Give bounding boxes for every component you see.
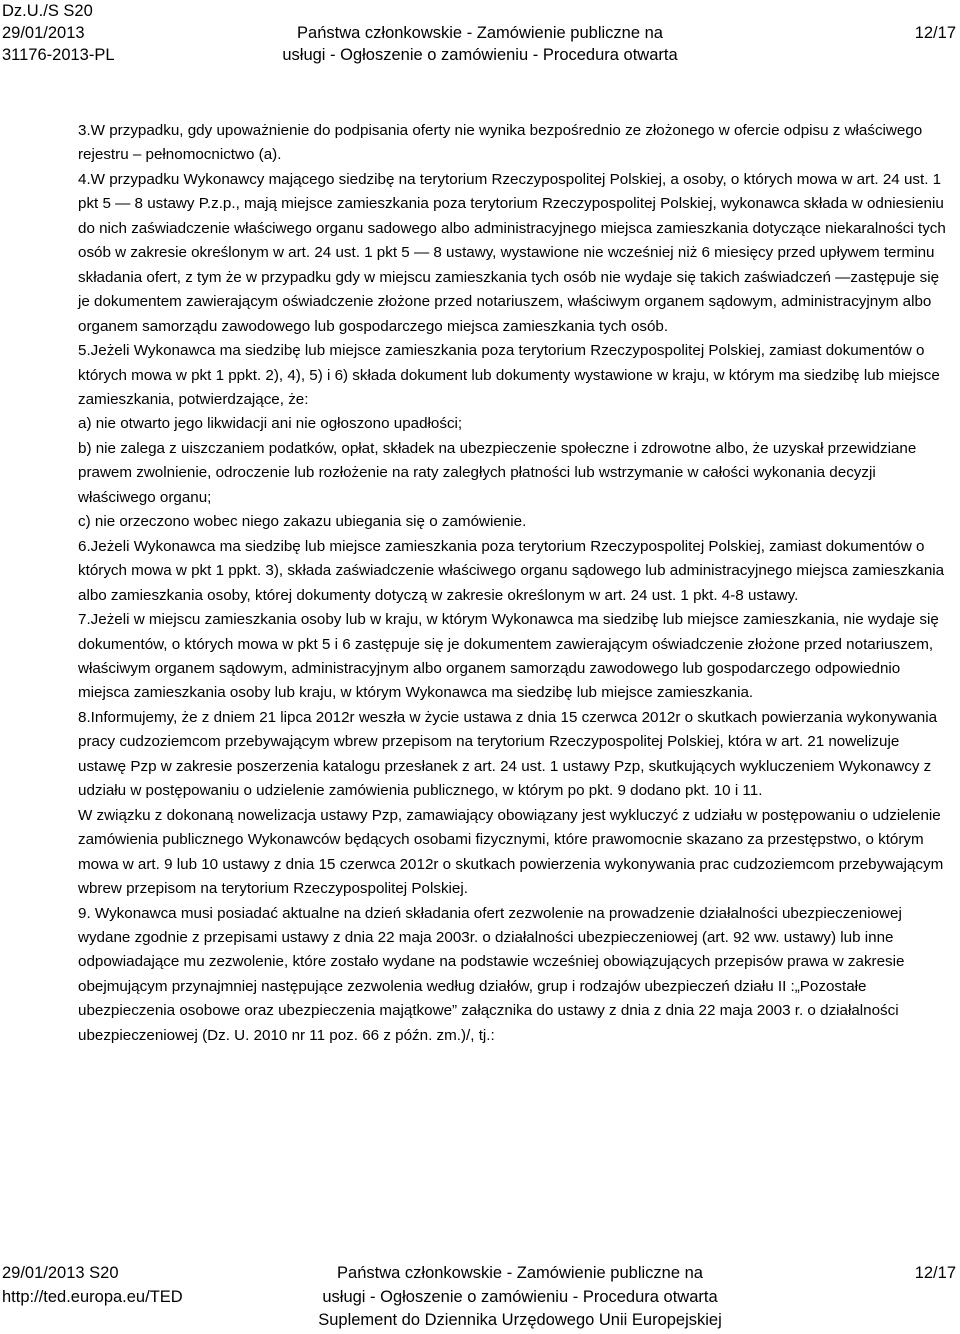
publication-date: 29/01/2013 xyxy=(2,24,85,42)
paragraph-5c: c) nie orzeczono wobec niego zakazu ubiegania się o zamówienie. xyxy=(78,513,527,531)
footer-title-line-1: Państwa członkowskie - Zamówienie publiczne na xyxy=(337,1264,703,1282)
paragraph-7: 7.Jeżeli w miejscu zamieszkania osoby lub w kraju, w którym Wykonawca ma siedzibę lub miejsce zamieszkania, nie wydaje się dokumentów, o których mowa w pkt 5 i 6 zastępuje się je dokumentem zawierającym oświadczenie złożone przed notariuszem, właściwym organem sądowym, administracyjnym albo organem samorządu zawodowego lub gospodarczego odpowiednio miejsca zamieszkania osoby lub kraju, w którym Wykonawca ma siedzibę lub miejsce zamieszkania. xyxy=(78,611,939,702)
paragraph-9: 9. Wykonawca musi posiadać aktualne na dzień składania ofert zezwolenie na prowadzenie działalności ubezpieczeniowej wydane zgodnie z przepisami ustawy z dnia 22 maja 2003r. o działalności ubezpieczeniowej (art. 92 ww. ustawy) lub inne odpowiadające mu zezwolenie, które zostało wydane na podstawie wcześniej obowiązujących przepisów prawa w zakresie obejmującym przynajmniej następujące zezwolenia według działów, grup i rodzajów ubezpieczeń działu II :„Pozostałe ubezpieczenia osobowe oraz ubezpieczenia majątkowe” załącznika do ustawy z dnia z dnia 22 maja 2003 r. o działalności ubezpieczeniowej (Dz. U. 2010 nr 11 poz. 66 z późn. zm.)/, tj.: xyxy=(78,904,905,1044)
paragraph-5b: b) nie zalega z uiszczaniem podatków, opłat, składek na ubezpieczenie społeczne i zdrowotne albo, że uzyskał przewidziane prawem zwolnienie, odroczenie lub rozłożenie na raty zaległych płatności lub wstrzymanie w całości wykonania decyzji właściwego organu; xyxy=(78,439,917,506)
document-body xyxy=(78,119,950,1048)
paragraph-5: 5.Jeżeli Wykonawca ma siedzibę lub miejsce zamieszkania poza terytorium Rzeczypospolitej Polskiej, zamiast dokumentów o których mowa w pkt 1 ppkt. 2), 4), 5) i 6) składa dokument lub dokumenty wystawione w kraju, w którym ma siedzibę lub miejsce zamieszkania, potwierdzające, że: xyxy=(78,342,940,408)
footer-title-line-2: usługi - Ogłoszenie o zamówieniu - Procedura otwarta xyxy=(322,1287,718,1306)
footer-date-series: 29/01/2013 S20 xyxy=(2,1264,119,1282)
header-center xyxy=(0,22,960,66)
paragraph-4: 4.W przypadku Wykonawcy mającego siedzibę na terytorium Rzeczypospolitej Polskiej, a osoby, o których mowa w art. 24 ust. 1 pkt 5 — 8 ustawy P.z.p., mają miejsce zamieszkania poza terytorium Rzeczypospolitej Polskiej, wykonawca składa w odniesieniu do nich zaświadczenie właściwego organu sadowego albo administracyjnego miejsca zamieszkania dotyczące niekaralności tych osób w zakresie określonym w art. 24 ust. 1 pkt 5 — 8 ustawy, wystawione nie wcześniej niż 6 miesięcy przed upływem terminu składania ofert, z tym że w przypadku gdy w miejscu zamieszkania tych osób nie wydaje się takich zaświadczeń —zastępuje się je dokumentem zawierającym oświadczenie złożone przed notariuszem, właściwym organem sądowym, administracyjnym albo organem samorządu zawodowego lub gospodarczego miejsca zamieszkania tych osób. xyxy=(78,170,946,335)
header-page-number: 12/17 xyxy=(914,24,956,42)
journal-reference: Dz.U./S S20 xyxy=(2,2,93,20)
paragraph-3: 3.W przypadku, gdy upoważnienie do podpisania oferty nie wynika bezpośrednio ze złożonego w ofercie odpisu z właściwego rejestru – pełnomocnictwo (a). xyxy=(78,122,923,164)
header-title-line-2: usługi - Ogłoszenie o zamówieniu - Procedura otwarta xyxy=(282,46,678,64)
paragraph-5a: a) nie otwarto jego likwidacji ani nie ogłoszono upadłości; xyxy=(78,415,463,433)
footer-page-number: 12/17 xyxy=(914,1264,956,1282)
header-title-line-1: Państwa członkowskie - Zamówienie publiczne na xyxy=(297,24,663,42)
footer-url: http://ted.europa.eu/TED xyxy=(2,1287,183,1306)
paragraph-8-continued: W związku z dokonaną nowelizacja ustawy Pzp, zamawiający obowiązany jest wykluczyć z udziału w postępowaniu o udzielenie zamówienia publicznego Wykonawców będących osobami fizycznymi, które prawomocnie skazano za przestępstwo, o którym mowa w art. 9 lub 10 ustawy z dnia 15 czerwca 2012r o skutkach powierzenia wykonywania prac cudzoziemcom przebywającym wbrew przepisom na terytorium Rzeczypospolitej Polskiej. xyxy=(78,806,944,898)
paragraph-8: 8.Informujemy, że z dniem 21 lipca 2012r weszła w życie ustawa z dnia 15 czerwca 2012r o skutkach powierzania wykonywania pracy cudzoziemcom przebywającym wbrew przepisom na terytorium Rzeczypospolitej Polskiej, która w art. 21 nowelizuje ustawę Pzp w zakresie poszerzenia katalogu przesłanek z art. 24 ust. 1 ustawy Pzp, skutkujących wykluczeniem Wykonawcy z udziału w postępowaniu o udzielenie zamówienia publicznego, w którym po pkt. 9 dodano pkt. 10 i 11. xyxy=(78,708,938,800)
notice-number: 31176-2013-PL xyxy=(2,46,115,64)
footer-supplement: Suplement do Dziennika Urzędowego Unii Europejskiej xyxy=(318,1311,722,1329)
paragraph-6: 6.Jeżeli Wykonawca ma siedzibę lub miejsce zamieszkania poza terytorium Rzeczypospolitej Polskiej, zamiast dokumentów o których mowa w pkt 1 ppkt. 3), składa zaświadczenie właściwego organu sądowego lub administracyjnego miejsca zamieszkania albo zamieszkania osoby, której dokumenty dotyczą w zakresie określonym w art. 24 ust. 1 pkt. 4-8 ustawy. xyxy=(78,537,945,604)
footer-center xyxy=(0,1262,960,1333)
